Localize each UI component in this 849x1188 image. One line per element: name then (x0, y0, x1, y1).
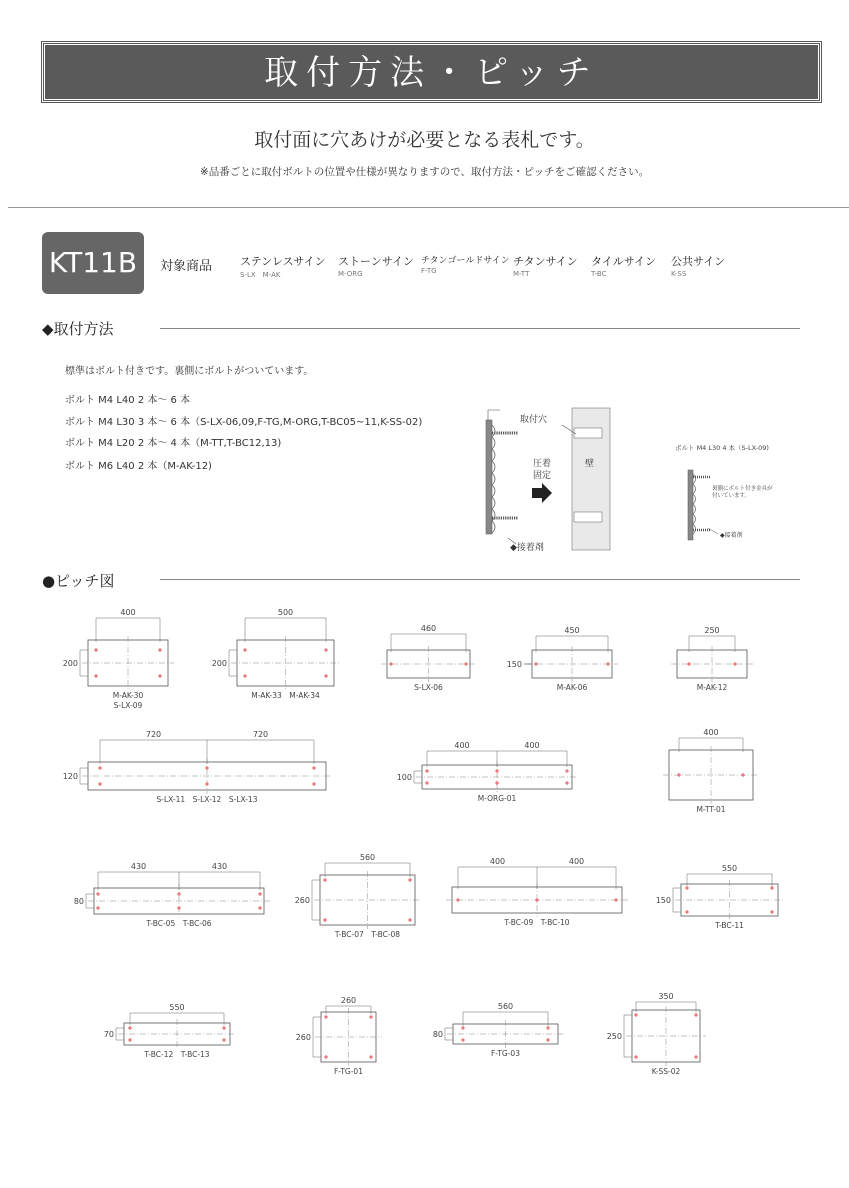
model-label: M-ORG-01 (477, 794, 517, 803)
model-label: M-TT-01 (696, 805, 726, 814)
drill-hole-shape (574, 428, 602, 438)
adhesive-shape (693, 474, 696, 534)
height-value: 260 (295, 1033, 311, 1042)
height-value: 80 (73, 897, 84, 906)
divider (8, 207, 849, 208)
product-codes: K-SS (671, 270, 687, 278)
plate-shape (688, 470, 693, 540)
plate-shape (486, 420, 492, 534)
model-label: F-TG-03 (491, 1049, 520, 1058)
height-value: 200 (211, 659, 227, 668)
dimension-value: 400 (489, 857, 506, 866)
model-label: S-LX-11 S-LX-12 S-LX-13 (156, 795, 258, 804)
page-title: 取付方法・ピッチ (264, 53, 599, 93)
dimension-value: 350 (658, 992, 674, 1001)
height-value: 70 (103, 1030, 114, 1039)
product-stone (338, 253, 414, 278)
product-titanium (513, 253, 578, 278)
dimension-value: 720 (252, 730, 269, 739)
dimension-value: 400 (703, 728, 719, 737)
dimension-value: 560 (359, 853, 376, 862)
product-public (671, 253, 725, 278)
product-codes: T-BC (591, 270, 607, 278)
dimension-value: 450 (564, 626, 580, 635)
model-badge: KT11B (42, 232, 144, 294)
product-stainless (240, 253, 326, 280)
product-titanium-gold (421, 253, 510, 275)
fig2-title: ボルト M4 L30 4 本（S-LX-09) (675, 444, 769, 452)
model-label: M-AK-06 (556, 683, 588, 692)
model-label: M-AK-33 M-AK-34 (251, 691, 320, 700)
fig2-note: 裏側にボルト付き金具が (712, 486, 773, 492)
pitch-heading-rule (160, 579, 800, 580)
adhesive-label: ◆接着剤 (510, 543, 544, 553)
target-label: 対象商品 (160, 259, 213, 274)
dimension-value: 400 (454, 741, 470, 750)
dimension-value: 460 (420, 624, 437, 633)
bolt-spec: ボルト M4 L30 3 本～ 6 本（S-LX-06,09,F-TG,M-ORG,T-BC05~11,K-SS-02) (65, 417, 423, 428)
drill-hole-shape (574, 512, 602, 522)
model-label: T-BC-09 T-BC-10 (504, 918, 570, 927)
product-codes: S-LX M-AK (240, 271, 281, 279)
product-name: タイルサイン (591, 255, 657, 268)
height-value: 200 (62, 659, 78, 668)
model-label: S-LX-06 (414, 683, 443, 692)
product-name: 公共サイン (671, 255, 726, 268)
height-value: 120 (62, 772, 78, 781)
dimension-value: 550 (721, 864, 738, 873)
product-codes: M-TT (513, 270, 530, 278)
fig2-adhesive: ◆接着剤 (720, 532, 743, 539)
product-name: ステンレスサイン (240, 255, 326, 268)
product-codes: M-ORG (338, 270, 363, 278)
method-heading: ◆取付方法 (42, 320, 114, 338)
wall-label: 壁 (585, 459, 595, 469)
method-heading-rule (160, 328, 800, 329)
note: ※品番ごとに取付ボルトの位置や仕様が異なりますので、取付方法・ピッチをご確認ください。 (199, 166, 650, 178)
height-value: 150 (506, 660, 522, 669)
model-label: T-BC-12 T-BC-13 (144, 1050, 210, 1059)
dimension-value: 260 (340, 996, 357, 1005)
model-label: T-BC-11 (715, 921, 744, 930)
product-name: ストーンサイン (338, 255, 415, 268)
model-label: T-BC-07 T-BC-08 (334, 930, 401, 939)
dimension-value: 550 (169, 1003, 185, 1012)
model-label: S-LX-09 (113, 701, 143, 710)
model-label: M-AK-12 (696, 683, 728, 692)
bolt-spec: ボルト M4 L20 2 本～ 4 本（M-TT,T-BC12,13) (65, 438, 282, 449)
dimension-value: 500 (277, 608, 294, 617)
fig2-note: 付いています。 (712, 493, 751, 499)
model-label: F-TG-01 (334, 1067, 363, 1076)
dimension-value: 560 (497, 1002, 514, 1011)
height-value: 80 (432, 1030, 443, 1039)
height-value: 100 (396, 773, 412, 782)
bolt-spec: ボルト M6 L40 2 本（M-AK-12) (65, 461, 212, 472)
product-name: チタンサイン (513, 255, 578, 268)
product-tile (591, 253, 656, 278)
dimension-value: 430 (130, 862, 147, 871)
bolt-spec: ボルト M4 L40 2 本～ 6 本 (65, 395, 191, 406)
dimension-value: 250 (704, 626, 720, 635)
model-label: M-AK-30 (112, 691, 144, 700)
leader-line (488, 410, 500, 420)
pitch-diagrams (0, 600, 849, 1100)
subtitle: 取付面に穴あけが必要となる表札です。 (254, 129, 595, 151)
dimension-value: 720 (145, 730, 162, 739)
arrow-icon (532, 483, 552, 503)
model-label: K-SS-02 (651, 1067, 681, 1076)
height-value: 250 (606, 1032, 622, 1041)
product-name: チタンゴールドサイン (421, 256, 510, 266)
press-label: 圧着 (533, 459, 552, 469)
fix-label: 固定 (533, 471, 552, 481)
dimension-value: 430 (211, 862, 228, 871)
height-value: 150 (655, 896, 671, 905)
dimension-value: 400 (120, 608, 136, 617)
page-title-banner (42, 42, 821, 102)
product-codes: F-TG (421, 267, 437, 275)
mounting-diagram-2 (670, 440, 815, 550)
model-label: T-BC-05 T-BC-06 (146, 919, 212, 928)
method-intro: 標準はボルト付きです。裏側にボルトがついています。 (65, 366, 314, 377)
mounting-diagram (470, 400, 620, 565)
pitch-heading: ●ピッチ図 (42, 572, 115, 590)
dimension-value: 400 (568, 857, 585, 866)
height-value: 260 (294, 896, 310, 905)
hole-label: 取付穴 (520, 415, 548, 425)
dimension-value: 400 (524, 741, 540, 750)
